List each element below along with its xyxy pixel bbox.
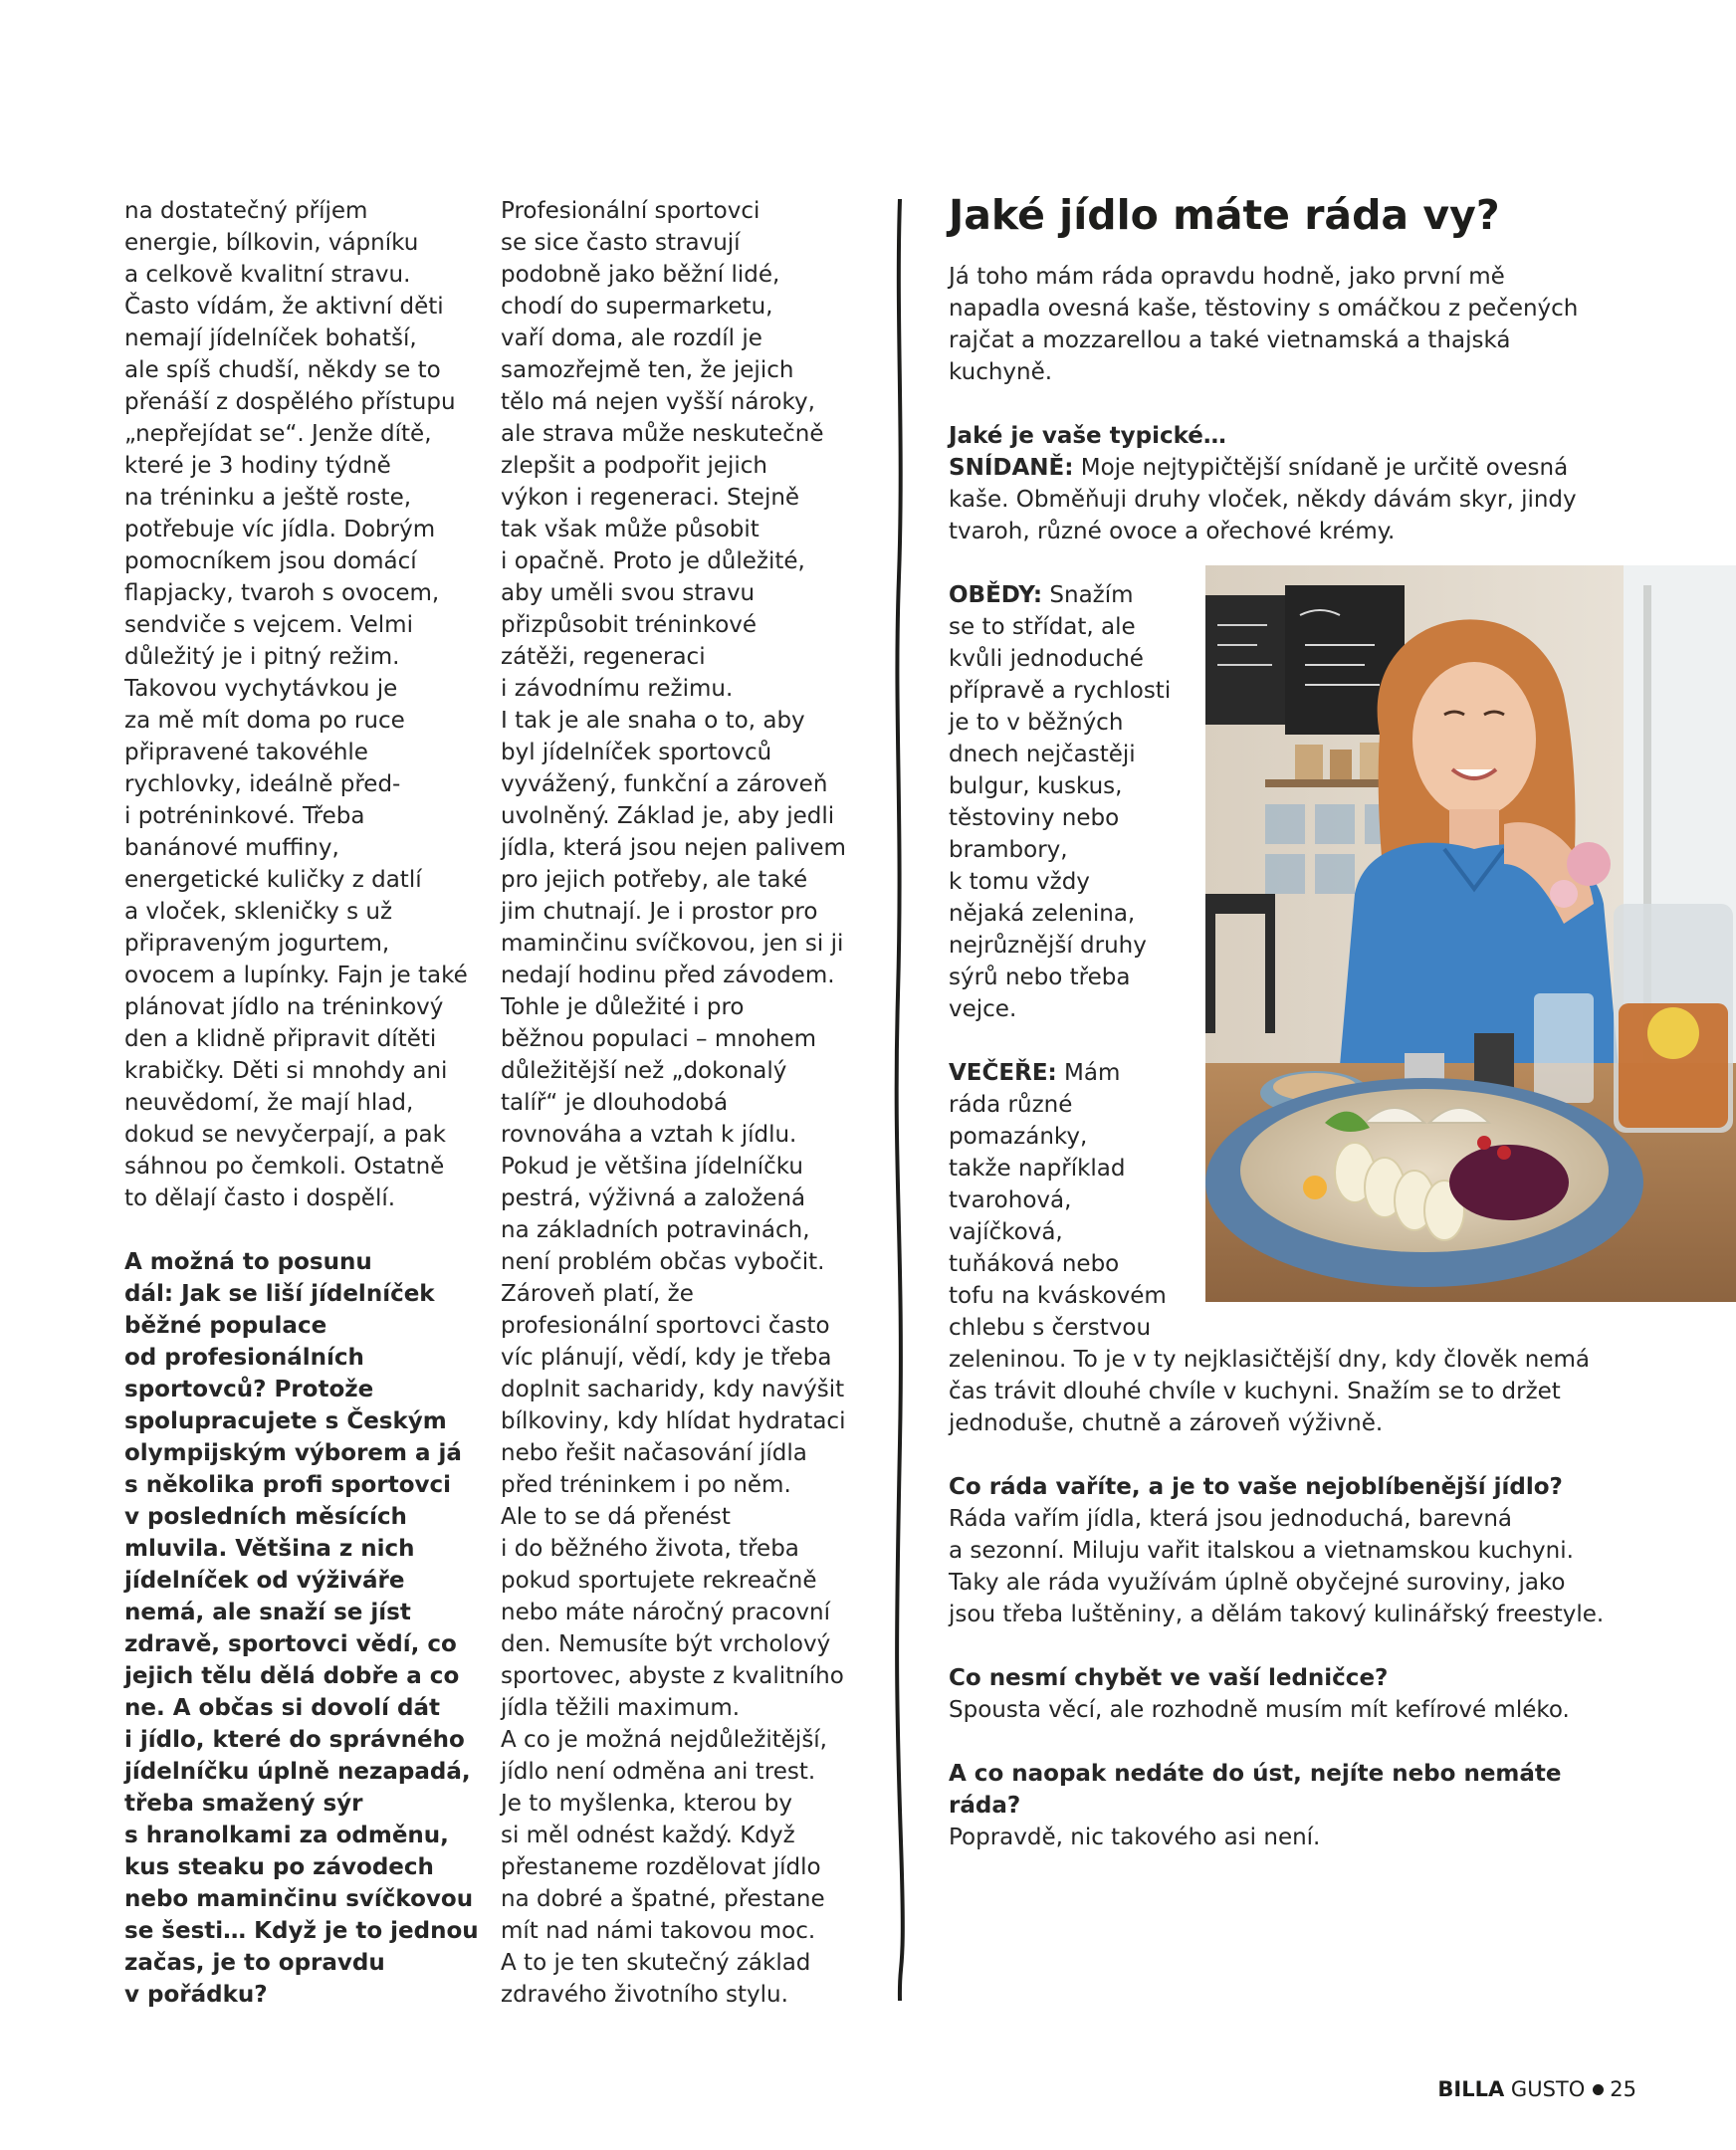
text-line: napadla ovesná kaše, těstoviny s omáčkou z pečených [949, 296, 1579, 322]
text-line: samozřejmě ten, že jejich [501, 357, 794, 383]
text-line: tvaroh, různé ovoce a ořechové krémy. [949, 519, 1396, 544]
text-line: zeleninou. To je v ty nejklasičtější dny, kdy člověk nemá [949, 1347, 1590, 1373]
article-column-2 [501, 195, 859, 2011]
text-line: doplnit sacharidy, kdy navýšit [501, 1377, 845, 1402]
text-line: je to v běžných [949, 710, 1124, 736]
text-line: i potréninkové. Třeba [124, 803, 365, 829]
text-line: se sice často stravují [501, 230, 741, 256]
text-line: tak však může působit [501, 517, 760, 542]
text-line: potřebuje víc jídla. Dobrým [124, 517, 436, 542]
text-line: talíř“ je dlouhodobá [501, 1090, 729, 1116]
text-line: aby uměli svou stravu [501, 580, 756, 606]
text-line: důležitější než „dokonalý [501, 1058, 787, 1084]
text-line: důležitý je i pitný režim. [124, 644, 400, 670]
text-line: začas, je to opravdu [124, 1950, 385, 1976]
text-line: připravené takovéhle [124, 740, 368, 765]
text-line: kvůli jednoduché [949, 646, 1144, 672]
text-line: ovocem a lupínky. Fajn je také [124, 963, 468, 988]
text-line: si měl odnést každý. Když [501, 1823, 795, 1848]
qa-question: A co naopak nedáte do úst, nejíte nebo nemáte [949, 1761, 1562, 1787]
qa-answer: Popravdě, nic takového asi není. [949, 1825, 1321, 1850]
text-line: den. Nemusíte být vrcholový [501, 1631, 831, 1657]
text-line: pestrá, výživná a založená [501, 1185, 806, 1211]
interview-heading: Jaké jídlo máte ráda vy? [949, 191, 1500, 239]
text-line: krabičky. Děti si mnohdy ani [124, 1058, 448, 1084]
qa-question: Co ráda vaříte, a je to vaše nejoblíbenější jídlo? [949, 1474, 1563, 1500]
text-line: kuchyně. [949, 359, 1053, 385]
breakfast-text [949, 484, 1626, 547]
column-1-body [124, 195, 478, 1214]
text-line: takže například [949, 1156, 1126, 1182]
text-line: bílkoviny, kdy hlídat hydrataci [501, 1408, 846, 1434]
breakfast-first-text: Moje nejtypičtější snídaně je určitě ovesná [1080, 455, 1569, 481]
text-line: uvolněný. Základ je, aby jedli [501, 803, 835, 829]
text-line: nějaká zelenina, [949, 901, 1136, 927]
footer-magazine: GUSTO [1510, 2077, 1586, 2101]
text-line: zlepšit a podpořit jejich [501, 453, 767, 479]
text-line: třeba smažený sýr [124, 1791, 363, 1817]
text-line: od profesionálních [124, 1345, 364, 1371]
text-line: nemá, ale snaží se jíst [124, 1600, 411, 1625]
qa-answer: a sezonní. Miluju vařit italskou a vietnamskou kuchyni. [949, 1538, 1574, 1564]
qa-item [949, 1662, 1626, 1726]
column-1-question [124, 1246, 478, 2011]
interview-photo [1205, 565, 1736, 1302]
text-line: Ale to se dá přenést [501, 1504, 731, 1530]
text-line: dokud se nevyčerpají, a pak [124, 1122, 446, 1148]
text-line: dál: Jak se liší jídelníček [124, 1281, 435, 1307]
text-line: vejce. [949, 996, 1017, 1022]
text-line: i jídlo, které do správného [124, 1727, 465, 1753]
text-line: maminčinu svíčkovou, jen si ji [501, 931, 844, 957]
text-line: za mě mít doma po ruce [124, 708, 405, 734]
qa-answer: Ráda vařím jídla, která jsou jednoduchá, barevná [949, 1506, 1512, 1532]
text-line: sportovec, abyste z kvalitního [501, 1663, 844, 1689]
text-line: přípravě a rychlosti [949, 678, 1172, 704]
text-line: neuvědomí, že mají hlad, [124, 1090, 414, 1116]
text-line: Tohle je důležité i pro [501, 994, 745, 1020]
text-line: a celkově kvalitní stravu. [124, 262, 411, 288]
text-line: na dobré a špatné, přestane [501, 1886, 825, 1912]
qa-answer: Taky ale ráda využívám úplně obyčejné suroviny, jako [949, 1570, 1566, 1596]
text-line: těstoviny nebo [949, 805, 1120, 831]
text-line: pomocníkem jsou domácí [124, 548, 417, 574]
lunch-label: OBĚDY: [949, 582, 1043, 608]
text-line: s několika profi sportovci [124, 1472, 452, 1498]
text-line: jídelníček od výživáře [124, 1568, 405, 1594]
text-line: mluvila. Většina z nich [124, 1536, 415, 1562]
text-line: „nepřejídat se“. Jenže dítě, [124, 421, 432, 447]
text-line: plánovat jídlo na tréninkový [124, 994, 444, 1020]
text-line: nebo máte náročný pracovní [501, 1600, 830, 1625]
article-column-1 [124, 195, 478, 2011]
text-line: na tréninku a ještě roste, [124, 485, 412, 511]
text-line: tvarohová, [949, 1187, 1072, 1213]
text-line: v pořádku? [124, 1982, 268, 2008]
text-line: přizpůsobit tréninkové [501, 612, 758, 638]
text-line: vajíčková, [949, 1219, 1063, 1245]
text-line: sendviče s vejcem. Velmi [124, 612, 413, 638]
footer-dot-icon [1593, 2084, 1604, 2095]
text-line: pro jejich potřeby, ale také [501, 867, 808, 893]
page-footer [1437, 2075, 1636, 2103]
text-line: s hranolkami za odměnu, [124, 1823, 449, 1848]
text-line: spolupracujete s Českým [124, 1408, 447, 1434]
text-line: vaří doma, ale rozdíl je [501, 325, 762, 351]
text-line: na dostatečný příjem [124, 198, 368, 224]
text-line: zdravě, sportovci vědí, co [124, 1631, 457, 1657]
text-line: nebo maminčinu svíčkovou [124, 1886, 474, 1912]
text-line: nejrůznější druhy [949, 933, 1147, 959]
text-line: chodí do supermarketu, [501, 294, 773, 320]
lunch-first-text: Snažím [1049, 582, 1134, 608]
text-line: A co je možná nejdůležitější, [501, 1727, 827, 1753]
text-line: připraveným jogurtem, [124, 931, 390, 957]
text-line: jídelníčku úplně nezapadá, [124, 1759, 471, 1785]
text-line: v posledních měsících [124, 1504, 407, 1530]
text-line: víc plánují, vědí, kdy je třeba [501, 1345, 832, 1371]
text-line: A to je ten skutečný základ [501, 1950, 811, 1976]
text-line: energetické kuličky z datlí [124, 867, 422, 893]
text-line: není problém občas vybočit. [501, 1249, 825, 1275]
qa-question: Co nesmí chybět ve vaší ledničce? [949, 1665, 1389, 1691]
text-line: brambory, [949, 837, 1068, 863]
text-line: ráda různé [949, 1092, 1073, 1118]
text-line: Já toho mám ráda opravdu hodně, jako první mě [949, 264, 1505, 290]
text-line: jídlo není odměna ani trest. [501, 1759, 816, 1785]
text-line: zátěži, regeneraci [501, 644, 706, 670]
qa-item [949, 1471, 1626, 1630]
qa-item [949, 1758, 1626, 1853]
text-line: olympijským výborem a já [124, 1440, 462, 1466]
text-line: Pokud je většina jídelníčku [501, 1154, 803, 1180]
text-line: na základních potravinách, [501, 1217, 810, 1243]
text-line: Profesionální sportovci [501, 198, 760, 224]
column-2-body [501, 195, 859, 2011]
text-line: bulgur, kuskus, [949, 773, 1123, 799]
text-line: banánové muffiny, [124, 835, 339, 861]
dinner-label: VEČEŘE: [949, 1060, 1057, 1086]
text-line: pokud sportujete rekreačně [501, 1568, 817, 1594]
text-line: ne. A občas si dovolí dát [124, 1695, 441, 1721]
text-line: I tak je ale snaha o to, aby [501, 708, 805, 734]
text-line: jednoduše, chutně a zároveň výživně. [949, 1410, 1384, 1436]
text-line: tuňáková nebo [949, 1251, 1120, 1277]
text-line: před tréninkem i po něm. [501, 1472, 791, 1498]
text-line: přenáší z dospělého přístupu [124, 389, 456, 415]
text-line: sportovců? Protože [124, 1377, 374, 1402]
qa-answer: Spousta věcí, ale rozhodně musím mít kefírové mléko. [949, 1697, 1570, 1723]
text-line: podobně jako běžní lidé, [501, 262, 780, 288]
text-line: Takovou vychytávkou je [124, 676, 398, 702]
text-line: sýrů nebo třeba [949, 965, 1131, 990]
breakfast-label: SNÍDANĚ: [949, 455, 1074, 481]
text-line: flapjacky, tvaroh s ovocem, [124, 580, 440, 606]
text-line: rychlovky, ideálně před- [124, 771, 401, 797]
text-line: i do běžného života, třeba [501, 1536, 799, 1562]
text-line: nebo řešit načasování jídla [501, 1440, 807, 1466]
cafe-photo-illustration [1205, 565, 1736, 1302]
text-line: den a klidně připravit dítěti [124, 1026, 437, 1052]
text-line: profesionální sportovci často [501, 1313, 830, 1339]
text-line: a vloček, skleničky s už [124, 899, 393, 925]
text-line: běžnou populaci – mnohem [501, 1026, 817, 1052]
text-line: A možná to posunu [124, 1249, 372, 1275]
text-line: to dělají často i dospělí. [124, 1185, 396, 1211]
text-line: přestaneme rozdělovat jídlo [501, 1854, 821, 1880]
text-line: energie, bílkovin, vápníku [124, 230, 419, 256]
text-line: Často vídám, že aktivní děti [124, 294, 444, 320]
text-line: vyvážený, funkční a zároveň [501, 771, 828, 797]
text-line: jim chutnají. Je i prostor pro [501, 899, 818, 925]
text-line: i závodnímu režimu. [501, 676, 734, 702]
text-line: byl jídelníček sportovců [501, 740, 772, 765]
text-line: kaše. Obměňuji druhy vloček, někdy dávám skyr, jindy [949, 487, 1577, 513]
text-line: k tomu vždy [949, 869, 1090, 895]
dinner-first-text: Mám [1064, 1060, 1121, 1086]
text-line: se to střídat, ale [949, 614, 1136, 640]
text-line: mít nad námi takovou moc. [501, 1918, 816, 1944]
qa-answer: jsou třeba luštěniny, a dělám takový kulinářský freestyle. [949, 1602, 1605, 1627]
text-line: čas trávit dlouhé chvíle v kuchyni. Snažím se to držet [949, 1379, 1561, 1404]
breakfast-first-line [949, 452, 1626, 484]
page-number: 25 [1610, 2077, 1636, 2101]
text-line: nedají hodinu před závodem. [501, 963, 835, 988]
text-line: běžné populace [124, 1313, 327, 1339]
typical-heading: Jaké je vaše typické… [949, 423, 1226, 449]
text-line: ale strava může neskutečně [501, 421, 824, 447]
text-line: i opačně. Proto je důležité, [501, 548, 805, 574]
text-line: jídla těžili maximum. [501, 1695, 741, 1721]
text-line: se šesti… Když je to jednou [124, 1918, 479, 1944]
text-line: chlebu s čerstvou [949, 1315, 1152, 1341]
column-divider-line [892, 199, 908, 2001]
text-line: sáhnou po čemkoli. Ostatně [124, 1154, 445, 1180]
text-line: ale spíš chudší, někdy se to [124, 357, 441, 383]
text-line: jejich tělu dělá dobře a co [124, 1663, 460, 1689]
text-line: jídla, která jsou nejen palivem [501, 835, 846, 861]
intro-answer [949, 261, 1626, 388]
text-line: výkon i regeneraci. Stejně [501, 485, 800, 511]
qa-question: ráda? [949, 1793, 1021, 1819]
text-line: zdravého životního stylu. [501, 1982, 788, 2008]
text-line: pomazánky, [949, 1124, 1088, 1150]
footer-brand: BILLA [1437, 2077, 1505, 2101]
text-line: rajčat a mozzarellou a také vietnamská a thajská [949, 327, 1511, 353]
text-line: které je 3 hodiny týdně [124, 453, 391, 479]
text-line: Zároveň platí, že [501, 1281, 694, 1307]
text-line: tělo má nejen vyšší nároky, [501, 389, 815, 415]
text-line: Je to myšlenka, kterou by [501, 1791, 793, 1817]
text-line: tofu na kváskovém [949, 1283, 1167, 1309]
qa-section [949, 1439, 1626, 1853]
text-line: rovnováha a vztah k jídlu. [501, 1122, 797, 1148]
text-line: dnech nejčastěji [949, 742, 1136, 767]
text-line: nemají jídelníček bohatší, [124, 325, 417, 351]
text-line: kus steaku po závodech [124, 1854, 434, 1880]
